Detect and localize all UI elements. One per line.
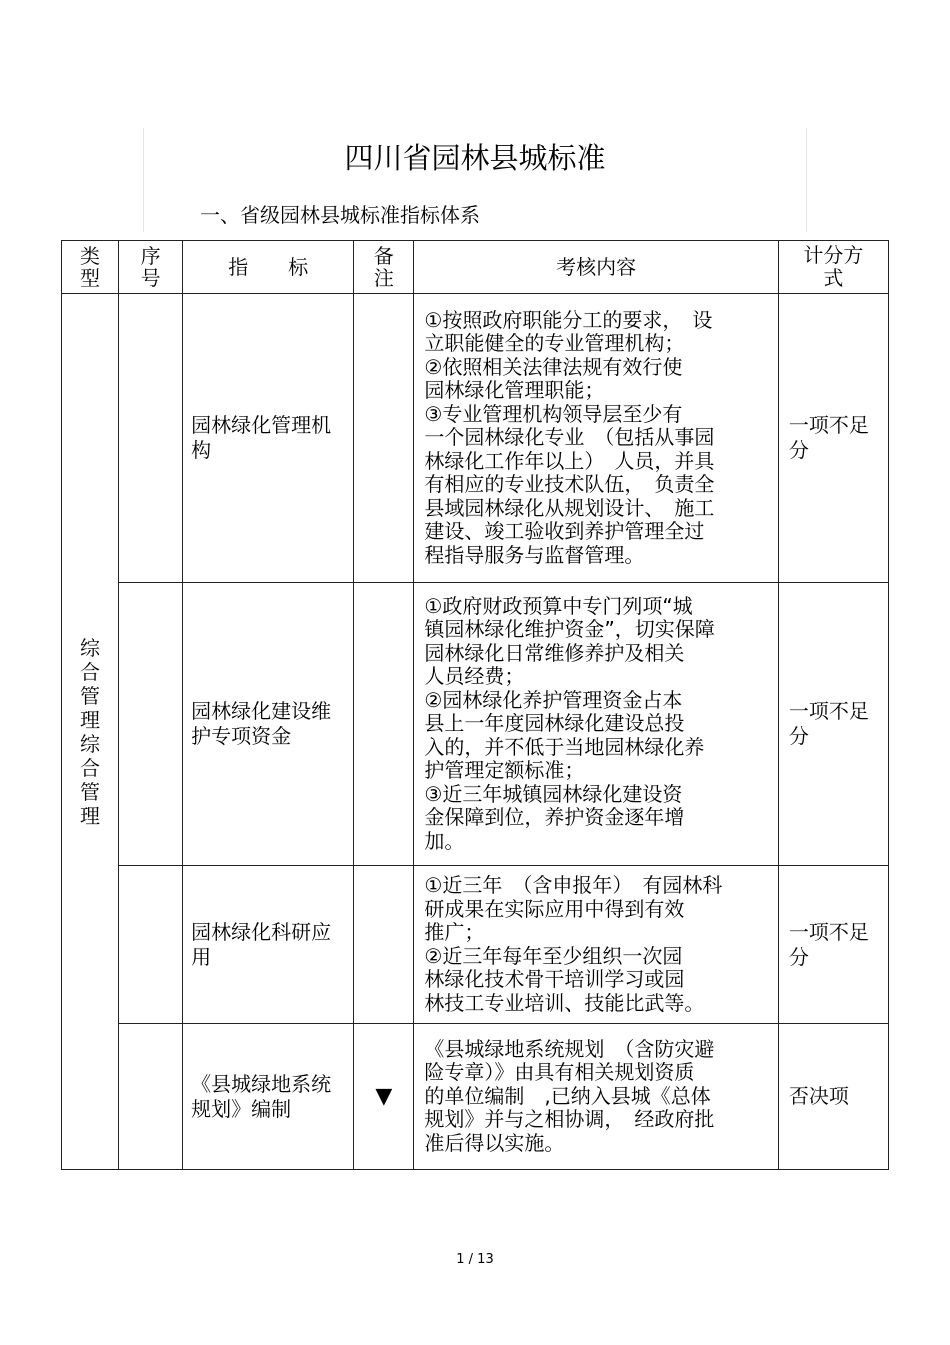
table-header-row — [62, 241, 889, 294]
scoring-method: 一项不足分 — [778, 294, 888, 583]
content-line: 险专章）》由具有相关规划资质 — [424, 1060, 695, 1085]
content-line: 护管理定额标准； — [424, 758, 585, 783]
header-note: 备 注 — [354, 241, 414, 294]
content-line: 建设、竣工验收到养护管理全过 — [424, 519, 705, 544]
content-line: 推广； — [424, 920, 485, 944]
content-line: ②近三年每年至少组织一次园 — [424, 943, 683, 968]
row-number — [119, 1024, 183, 1170]
header-type: 类 型 — [62, 241, 119, 294]
content-line: 一个园林绿化专业 （包括从事园 — [424, 425, 715, 450]
content-line: ①近三年 （含申报年） 有园林科 — [424, 873, 723, 897]
header-scoring: 计分方 式 — [778, 241, 888, 294]
scoring-method: 一项不足分 — [778, 583, 888, 866]
content-line: 县域园林绿化从规划设计、 施工 — [424, 495, 715, 520]
indicator-name: 园林绿化科研应用 — [183, 866, 354, 1024]
content-line: 《县城绿地系统规划 （含防灾避 — [424, 1036, 715, 1061]
table-row — [62, 583, 889, 866]
content-line: 程指导服务与监督管理。 — [424, 542, 645, 567]
header-no: 序 号 — [119, 241, 183, 294]
row-number — [119, 583, 183, 866]
content-line: ③近三年城镇园林绿化建设资 — [424, 781, 683, 806]
content-line: 林技工专业培训、技能比武等。 — [424, 990, 705, 1015]
page-number: 1 / 13 — [456, 1252, 494, 1267]
content-line: 金保障到位，养护资金逐年增 — [424, 805, 685, 830]
row-number — [119, 294, 183, 583]
content-line: 林绿化技术骨干培训学习或园 — [424, 967, 685, 991]
table-row — [62, 1024, 889, 1170]
content-line: 林绿化工作年以上） 人员，并具 — [424, 448, 715, 473]
content-line: ①政府财政预算中专门列项“城 — [424, 593, 693, 618]
content-line: 的单位编制 ,已纳入县城《总体 — [424, 1083, 711, 1108]
indicator-name: 《县城绿地系统规划》编制 — [183, 1024, 354, 1170]
content-line: 镇园林绿化维护资金”，切实保障 — [424, 617, 715, 642]
category-label: 综 合 管 理 综 合 管 理 — [80, 635, 101, 828]
indicator-name: 园林绿化建设维护专项资金 — [183, 583, 354, 866]
note-cell — [354, 583, 414, 866]
content-line: ③专业管理机构领导层至少有 — [424, 401, 683, 426]
content-line: 规划》并与之相协调， 经政府批 — [424, 1107, 715, 1132]
content-line: ①按照政府职能分工的要求， 设 — [424, 307, 713, 332]
header-indicator: 指 标 — [183, 241, 354, 294]
content-line: 入的，并不低于当地园林绿化养 — [424, 734, 705, 759]
content-line: 立职能健全的专业管理机构； — [424, 331, 685, 356]
note-cell — [354, 866, 414, 1024]
assessment-content — [414, 866, 778, 1024]
assessment-content — [414, 1024, 778, 1170]
content-line: 园林绿化管理职能； — [424, 378, 605, 403]
content-line: ②园林绿化养护管理资金占本 — [424, 687, 683, 712]
indicator-table — [61, 240, 889, 1170]
note-cell — [354, 294, 414, 583]
assessment-content — [414, 583, 778, 866]
table-row — [62, 866, 889, 1024]
content-line: 加。 — [424, 828, 465, 853]
row-number — [119, 866, 183, 1024]
content-line: 县上一年度园林绿化建设总投 — [424, 711, 685, 736]
category-cell — [62, 294, 119, 1170]
content-line: 人员经费； — [424, 664, 525, 689]
content-line: ②依照相关法律法规有效行使 — [424, 354, 683, 379]
header-content: 考核内容 — [414, 241, 778, 294]
content-line: 研成果在实际应用中得到有效 — [424, 896, 685, 921]
table-row — [62, 294, 889, 583]
scoring-method: 否决项 — [778, 1024, 888, 1170]
document-title: 四川省园林县城标准 — [344, 141, 606, 175]
veto-marker-icon: ▼ — [354, 1024, 414, 1170]
content-line: 园林绿化日常维修养护及相关 — [424, 640, 685, 665]
content-line: 准后得以实施。 — [424, 1130, 565, 1155]
content-line: 有相应的专业技术队伍， 负责全 — [424, 472, 715, 497]
assessment-content — [414, 294, 778, 583]
scoring-method: 一项不足分 — [778, 866, 888, 1024]
indicator-name: 园林绿化管理机构 — [183, 294, 354, 583]
section-heading: 一、省级园林县城标准指标体系 — [200, 203, 480, 227]
